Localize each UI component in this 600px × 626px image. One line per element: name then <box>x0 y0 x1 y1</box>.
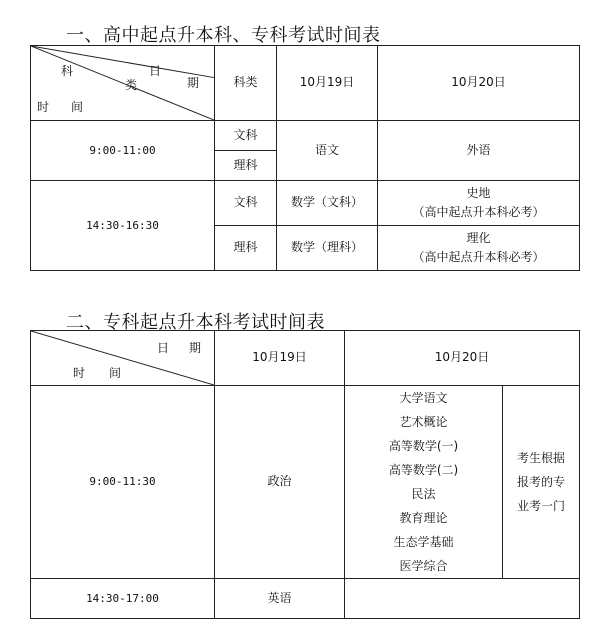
corner-time-shi: 时 <box>37 100 50 114</box>
corner-time-shi: 时 <box>73 366 86 380</box>
corner-date-ri: 日 <box>149 64 162 78</box>
category-header: 科类 <box>215 46 277 121</box>
exam-schedule-table-2 <box>30 330 580 619</box>
day1-header: 10月19日 <box>277 46 378 121</box>
subject-item: 生态学基础 <box>393 535 454 549</box>
subject-item: 高等数学(二) <box>388 463 459 477</box>
session2-arts-label: 文科 <box>215 181 277 226</box>
session2-day1-subject: 英语 <box>215 579 345 619</box>
diagonal-header-cell <box>31 46 215 121</box>
note-line3: 业考一门 <box>517 499 566 513</box>
session1-day1-subject: 政治 <box>215 386 345 579</box>
session1-day1-subject: 语文 <box>277 121 378 181</box>
session2-sci-label: 理科 <box>215 226 277 271</box>
session1-time: 9:00-11:30 <box>31 386 215 579</box>
session2-time: 14:30-17:00 <box>31 579 215 619</box>
table1-title: 一、高中起点升本科、专科考试时间表 <box>66 25 381 46</box>
session2-sci-day2 <box>378 226 580 271</box>
session2-arts-day2-line1: 史地 <box>466 185 491 200</box>
session2-arts-day2 <box>378 181 580 226</box>
diagonal-line <box>31 331 214 385</box>
subject-item: 医学综合 <box>399 559 448 573</box>
subject-item: 大学语文 <box>399 391 448 405</box>
corner-time-jian: 间 <box>71 100 84 114</box>
corner-date-ri: 日 <box>157 341 170 355</box>
session2-sci-day2-line1: 理化 <box>466 230 491 245</box>
subject-item: 高等数学(一) <box>388 439 459 453</box>
session1-day2-subject: 外语 <box>378 121 580 181</box>
corner-date-qi: 期 <box>187 76 200 90</box>
session2-sci-day2-line2: （高中起点升本科必考） <box>412 250 545 264</box>
day2-header: 10月20日 <box>378 46 580 121</box>
subject-item: 艺术概论 <box>399 415 448 429</box>
session2-arts-day1: 数学（文科） <box>277 181 378 226</box>
note-line2: 报考的专 <box>517 475 566 489</box>
session1-note <box>503 386 580 579</box>
session1-arts-label: 文科 <box>215 121 277 151</box>
corner-date-qi: 期 <box>189 341 202 355</box>
diagonal-header-cell <box>31 331 215 386</box>
subject-item: 教育理论 <box>399 511 448 525</box>
corner-subject: 科 <box>61 64 74 78</box>
day1-header: 10月19日 <box>215 331 345 386</box>
session2-time: 14:30-16:30 <box>31 181 215 271</box>
corner-category: 类 <box>125 78 138 92</box>
session1-day2-subjects <box>345 386 503 579</box>
day2-header: 10月20日 <box>345 331 580 386</box>
session2-day2-empty <box>345 579 580 619</box>
subject-item: 民法 <box>411 487 436 501</box>
session1-time: 9:00-11:00 <box>31 121 215 181</box>
note-line1: 考生根据 <box>517 451 566 465</box>
session2-arts-day2-line2: （高中起点升本科必考） <box>412 205 545 219</box>
session1-sci-label: 理科 <box>215 151 277 181</box>
table2-title: 二、专科起点升本科考试时间表 <box>66 312 325 333</box>
session2-sci-day1: 数学（理科） <box>277 226 378 271</box>
exam-schedule-table-1 <box>30 45 580 271</box>
corner-time-jian: 间 <box>109 366 122 380</box>
